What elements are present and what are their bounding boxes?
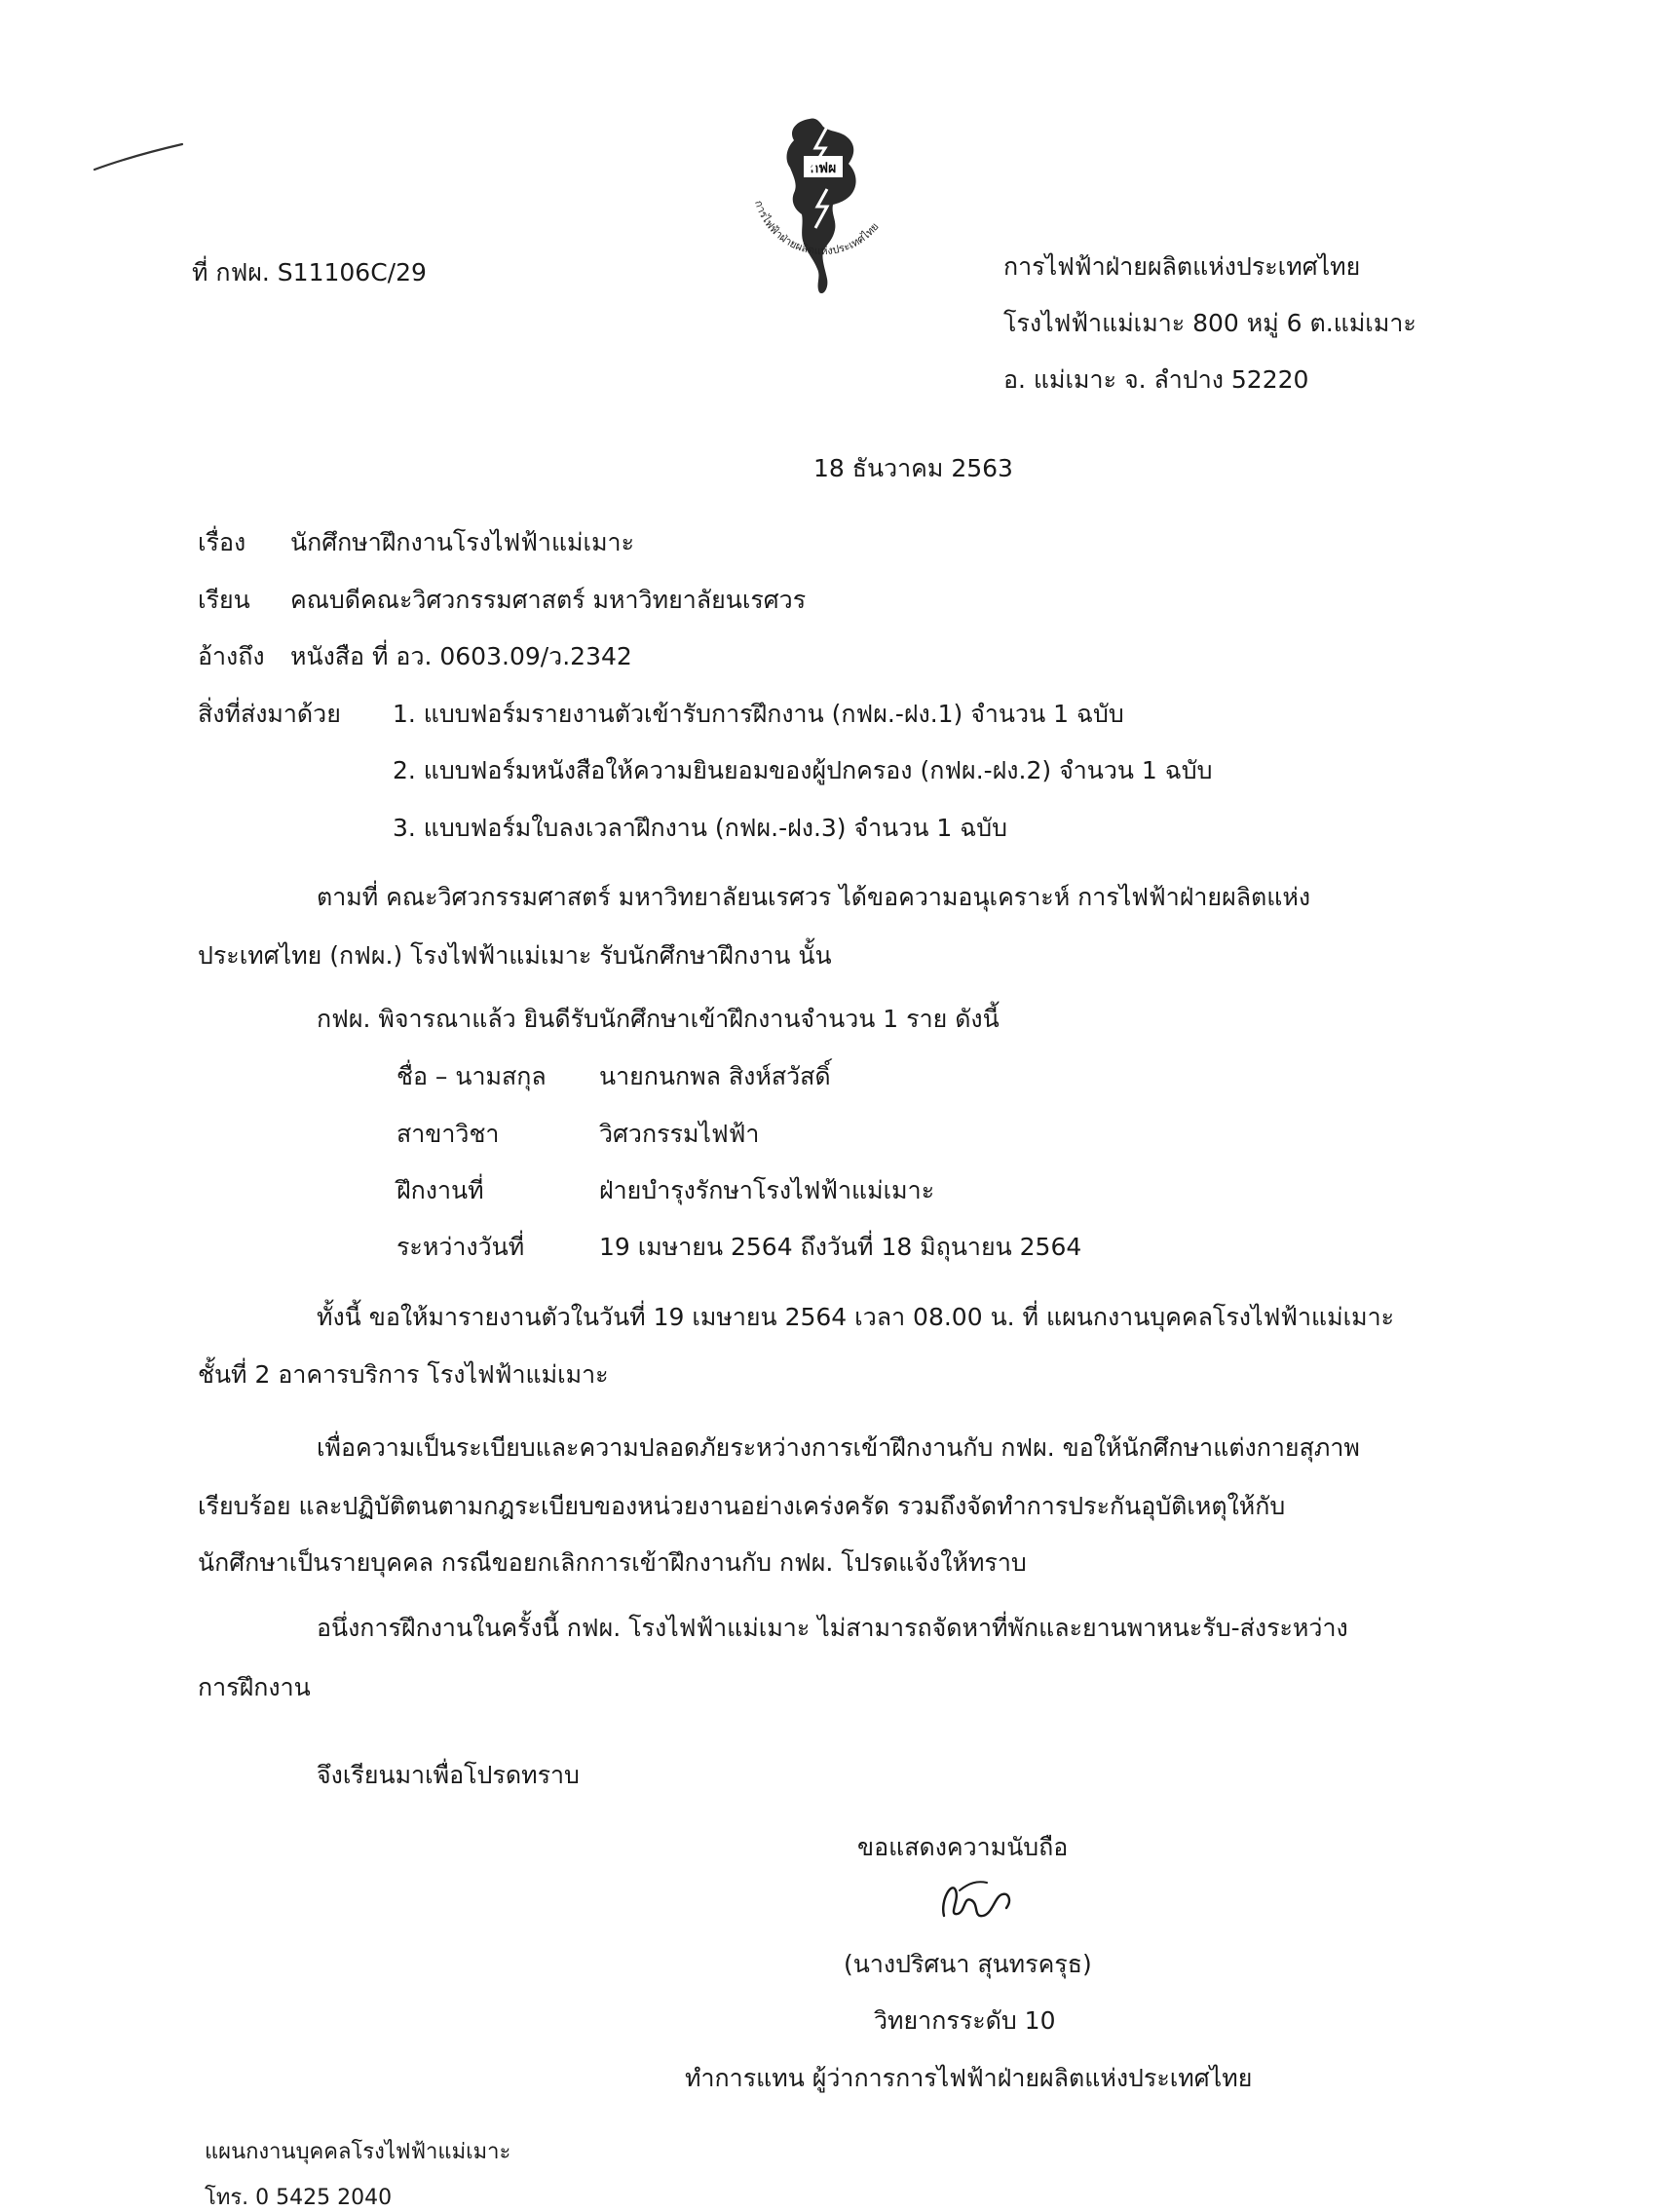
- reference-label: อ้างถึง: [198, 642, 265, 670]
- paragraph-5-line-2: การฝึกงาน: [198, 1673, 311, 1701]
- footer-department: แผนกงานบุคคลโรงไฟฟ้าแม่เมาะ: [205, 2140, 511, 2164]
- reference-value: หนังสือ ที่ อว. 0603.09/ว.2342: [290, 642, 632, 670]
- address-line-1: โรงไฟฟ้าแม่เมาะ 800 หมู่ 6 ต.แม่เมาะ: [1003, 309, 1416, 337]
- paragraph-1-line-2: ประเทศไทย (กฟผ.) โรงไฟฟ้าแม่เมาะ รับนักศึกษาฝึกงาน นั้น: [198, 941, 832, 970]
- paragraph-3-line-2: ชั้นที่ 2 อาคารบริการ โรงไฟฟ้าแม่เมาะ: [198, 1360, 609, 1389]
- enclosure-item: 1. แบบฟอร์มรายงานตัวเข้ารับการฝึกงาน (กฟผ.-ฝง.1) จำนวน 1 ฉบับ: [393, 700, 1124, 728]
- detail-value: วิศวกรรมไฟฟ้า: [599, 1120, 760, 1148]
- signatory-title: วิทยากรระดับ 10: [874, 2006, 1056, 2035]
- signatory-acting: ทำการแทน ผู้ว่าการการไฟฟ้าฝ่ายผลิตแห่งประเทศไทย: [685, 2064, 1253, 2092]
- signatory-name: (นางปริศนา สุนทรครุธ): [844, 1950, 1092, 1978]
- detail-label: ระหว่างวันที่: [396, 1233, 525, 1261]
- detail-label: ฝึกงานที่: [396, 1176, 484, 1204]
- paragraph-3-line-1: ทั้งนี้ ขอให้มารายงานตัวในวันที่ 19 เมษายน 2564 เวลา 08.00 น. ที่ แผนกงานบุคคลโรงไฟฟ้าแม่เมาะ: [317, 1303, 1395, 1331]
- paragraph-4-line-2: เรียบร้อย และปฏิบัติตนตามกฎระเบียบของหน่วยงานอย่างเคร่งครัด รวมถึงจัดทำการประกันอุบัติเหตุให้กับ: [198, 1492, 1286, 1520]
- reference-number: ที่ กฟผ. S11106C/29: [192, 258, 427, 286]
- detail-value: 19 เมษายน 2564 ถึงวันที่ 18 มิถุนายน 2564: [599, 1233, 1082, 1261]
- detail-label: สาขาวิชา: [396, 1120, 500, 1148]
- address-line-2: อ. แม่เมาะ จ. ลำปาง 52220: [1003, 365, 1309, 394]
- enclosure-item: 2. แบบฟอร์มหนังสือให้ความยินยอมของผู้ปกครอง (กฟผ.-ฝง.2) จำนวน 1 ฉบับ: [393, 756, 1213, 784]
- paragraph-1-line-1: ตามที่ คณะวิศวกรรมศาสตร์ มหาวิทยาลัยนเรศวร ได้ขอความอนุเคราะห์ การไฟฟ้าฝ่ายผลิตแห่ง: [317, 883, 1311, 911]
- complimentary-closing: ขอแสดงความนับถือ: [857, 1833, 1069, 1861]
- subject-label: เรื่อง: [198, 528, 246, 556]
- paragraph-5-line-1: อนึ่งการฝึกงานในครั้งนี้ กฟผ. โรงไฟฟ้าแม่เมาะ ไม่สามารถจัดหาที่พักและยานพาหนะรับ-ส่งระหว่าง: [317, 1614, 1348, 1642]
- paragraph-4-line-1: เพื่อความเป็นระเบียบและความปลอดภัยระหว่างการเข้าฝึกงานกับ กฟผ. ขอให้นักศึกษาแต่งกายสุภาพ: [317, 1433, 1360, 1462]
- paragraph-4-line-3: นักศึกษาเป็นรายบุคคล กรณีขอยกเลิกการเข้าฝึกงานกับ กฟผ. โปรดแจ้งให้ทราบ: [198, 1548, 1027, 1577]
- footer-phone: โทร. 0 5425 2040: [205, 2186, 393, 2210]
- recipient-label: เรียน: [198, 586, 250, 614]
- logo-arc-text: การไฟฟ้าฝ่ายผลิตแห่งประเทศไทย: [752, 199, 882, 258]
- detail-value: ฝ่ายบำรุงรักษาโรงไฟฟ้าแม่เมาะ: [599, 1176, 935, 1204]
- detail-value: นายกนกพล สิงห์สวัสดิ์: [599, 1062, 831, 1090]
- paragraph-2: กฟผ. พิจารณาแล้ว ยินดีรับนักศึกษาเข้าฝึกงานจำนวน 1 ราย ดังนี้: [317, 1005, 1000, 1033]
- recipient-value: คณบดีคณะวิศวกรรมศาสตร์ มหาวิทยาลัยนเรศวร: [290, 586, 807, 614]
- organization-name: การไฟฟ้าฝ่ายผลิตแห่งประเทศไทย: [1003, 252, 1361, 281]
- enclosure-item: 3. แบบฟอร์มใบลงเวลาฝึกงาน (กฟผ.-ฝง.3) จำนวน 1 ฉบับ: [393, 814, 1007, 842]
- egat-logo-icon: [726, 109, 921, 304]
- logo-text: กฟผ: [810, 161, 837, 176]
- enclosures-label: สิ่งที่ส่งมาด้วย: [198, 700, 341, 728]
- handwritten-signature: [930, 1871, 1023, 1929]
- pen-stroke-mark: [93, 136, 190, 175]
- subject-value: นักศึกษาฝึกงานโรงไฟฟ้าแม่เมาะ: [290, 528, 635, 556]
- letter-date: 18 ธันวาคม 2563: [813, 454, 1013, 482]
- detail-label: ชื่อ – นามสกุล: [396, 1062, 547, 1090]
- closing-request: จึงเรียนมาเพื่อโปรดทราบ: [317, 1761, 580, 1789]
